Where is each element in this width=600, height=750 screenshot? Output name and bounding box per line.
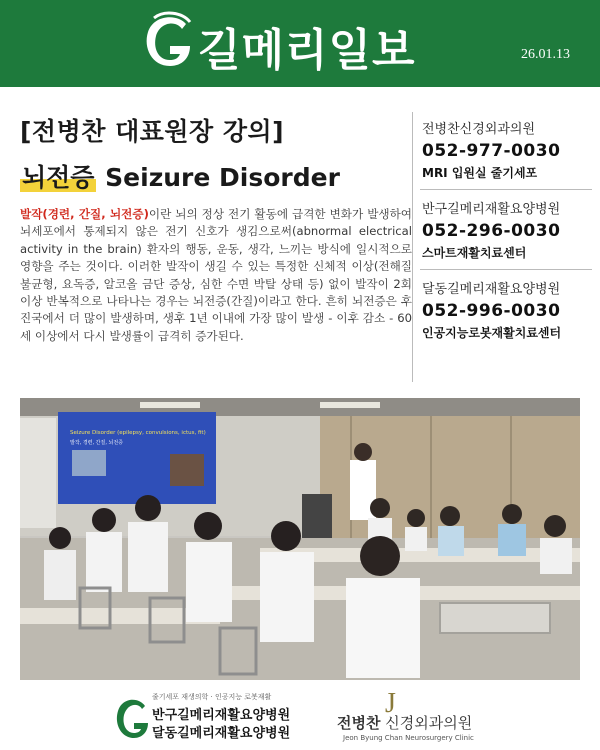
column-divider: [412, 112, 413, 382]
lecture-scene: [20, 398, 580, 680]
clinic-name-b: 신경외과의원: [385, 714, 473, 732]
article-body-emphasis: 발작(경련, 간질, 뇌전증): [20, 207, 149, 221]
contact-card: [420, 270, 592, 349]
clinic-name-korean: [337, 712, 472, 733]
jeon-clinic-logo: [335, 690, 505, 750]
lecture-photo: [20, 398, 580, 680]
article-headline: [전병찬 대표원장 강의]: [20, 117, 285, 146]
footer-hospital-2: 달동길메리재활요양병원: [152, 726, 291, 741]
newspaper-title: 길메리일보: [198, 25, 416, 76]
article-subhead: [20, 158, 412, 194]
article-body-text: 이란 뇌의 정상 전기 활동에 급격한 변화가 발생하여 뇌세포에서 통제되지 않은 전기 신호가 생김으로써(abnormal electrical activity in the brain) 환자의 행동, 운동, 생각, 느끼는 방식에 일시적으로 영향을 주는 것이다. 이러한 발작이 생길 수 있는 특정한 신체적 이상(전해질 불균형, 요독증, 알코올 금단 증상, 심한 수면 박탈 상태 등) 없이 발작이 2회 이상 반복적으로 나타나는 경우는 뇌전증(간질)이라고 한다. 흔히 뇌전증은 후진국에서 더 많이 발생하며, 생후 1년 이내에 가장 많이 발생 - 이후 감소 - 60세 이상에서 다시 발생률이 급격히 증가된다.: [20, 207, 412, 343]
footer-hospital-1: 반구길메리재활요양병원: [152, 708, 291, 723]
contact-tag: 인공지능로봇재활치료센터: [422, 326, 562, 340]
screen-sub-label: 발작, 경련, 간질, 뇌전증: [70, 440, 124, 446]
contact-phone: 052-996-0030: [422, 301, 561, 321]
footer: [0, 690, 600, 750]
subhead-english: Seizure Disorder: [105, 163, 340, 192]
clinic-name-a: 전병찬: [337, 714, 381, 732]
contact-name: 전병찬신경외과의원: [422, 122, 536, 137]
article-body: [20, 206, 412, 345]
contact-list: [420, 110, 592, 349]
gilmary-g-logo-icon: [112, 694, 152, 744]
contact-name: 반구길메리재활요양병원: [422, 202, 561, 217]
footer-tagline: 줄기세포 재생의학 · 인공지능 로봇재활: [152, 693, 272, 701]
contact-phone: 052-296-0030: [422, 221, 561, 241]
subhead-korean: 뇌전증: [22, 163, 95, 192]
contact-name: 달동길메리재활요양병원: [422, 282, 561, 297]
contact-card: [420, 190, 592, 270]
contact-tag: 스마트재활치료센터: [422, 246, 527, 260]
gilmary-hospitals-logo: [112, 690, 312, 750]
svg-text:Seizure Disorder (epilepsy, co: Seizure Disorder (epilepsy, convulsions, ictus, fit): [70, 430, 206, 436]
contact-phone: 052-977-0030: [422, 141, 561, 161]
masthead: [0, 0, 600, 87]
issue-date: 26.01.13: [521, 47, 570, 62]
clinic-name-english: Jeon Byung Chan Neurosurgery Clinic: [343, 734, 474, 742]
gilmary-g-logo-icon: [140, 10, 196, 72]
contact-tag: MRI 입원실 줄기세포: [422, 166, 538, 180]
contact-card: [420, 110, 592, 190]
clinic-mark-icon: J: [385, 688, 396, 719]
article: [20, 112, 412, 345]
